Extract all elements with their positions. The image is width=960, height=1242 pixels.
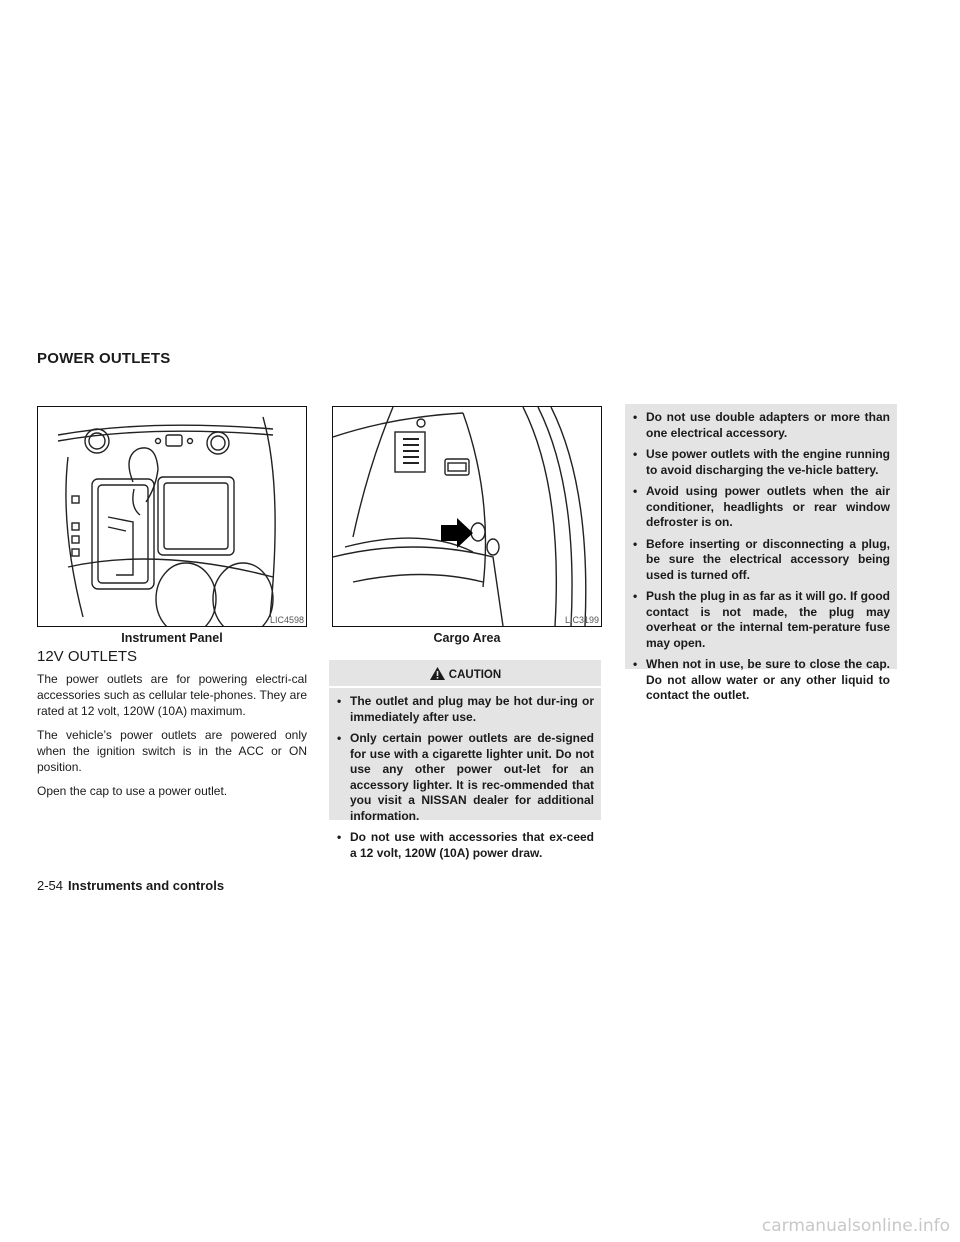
caution-item-text: Avoid using power outlets when the air conditioner, headlights or rear window defroster is on.	[646, 484, 890, 529]
figure-instrument-panel	[37, 406, 307, 627]
caution-label: CAUTION	[448, 669, 502, 681]
paragraph: Open the cap to use a power outlet.	[37, 784, 228, 798]
bullet: •	[337, 731, 342, 745]
body-text	[37, 671, 307, 807]
figure-caption: Cargo Area	[433, 631, 501, 645]
caution-item	[633, 484, 890, 531]
caution-item-text: Push the plug in as far as it will go. If good contact is not made, the plug may overheat or the internal tem-perature fuse may open.	[646, 589, 890, 650]
figure-code: LIC4598	[269, 615, 304, 625]
watermark: carmanualsonline.info	[761, 1216, 950, 1236]
caution-header	[329, 660, 601, 688]
figure-cargo-area	[332, 406, 602, 627]
figure-caption: Instrument Panel	[121, 631, 223, 645]
bullet: •	[633, 657, 638, 671]
caution-list	[329, 688, 601, 867]
bullet: •	[337, 830, 342, 844]
caution-item	[633, 410, 890, 441]
caution-item	[633, 537, 890, 584]
caution-item-text: Do not use double adapters or more than one electrical accessory.	[646, 410, 890, 440]
caution-item	[633, 657, 890, 704]
caution-list	[625, 404, 897, 710]
paragraph: The power outlets are for powering electri-cal accessories such as cellular tele-phones. They are rated at 12 volt, 120W (10A) maximum.	[37, 672, 307, 718]
bullet: •	[633, 447, 638, 461]
caution-item-text: When not in use, be sure to close the cap. Do not allow water or any other liquid to contact the outlet.	[646, 657, 890, 702]
caution-item-text: Use power outlets with the engine running to avoid discharging the ve-hicle battery.	[646, 447, 890, 477]
paragraph: The vehicle’s power outlets are powered only when the ignition switch is in the ACC or ON position.	[37, 728, 307, 774]
bullet: •	[633, 484, 638, 498]
cargo-area-illustration	[333, 407, 601, 626]
caution-box	[329, 660, 601, 860]
instrument-panel-illustration	[38, 407, 306, 626]
section-title: POWER OUTLETS	[37, 350, 171, 367]
caution-item	[337, 694, 594, 725]
figure-code: LIC3199	[564, 615, 599, 625]
caution-box-continued	[625, 404, 897, 702]
caution-item	[337, 830, 594, 861]
caution-item-text: The outlet and plug may be hot dur-ing or immediately after use.	[350, 694, 594, 724]
subsection-title: 12V OUTLETS	[37, 648, 138, 665]
caution-item	[633, 447, 890, 478]
caution-item	[633, 589, 890, 651]
page-number: 2-54	[37, 878, 64, 893]
bullet: •	[337, 694, 342, 708]
caution-item-text: Only certain power outlets are de-signed for use with a cigarette lighter unit. Do not use any other power out-let for an accessory lighter. It is rec-ommended that you visit a NISSAN dealer for additional information.	[350, 731, 594, 823]
bullet: •	[633, 589, 638, 603]
caution-item-text: Before inserting or disconnecting a plug, be sure the electrical accessory being used is turned off.	[646, 536, 890, 582]
warning-icon	[429, 666, 446, 681]
caution-item	[337, 731, 594, 824]
bullet: •	[633, 536, 638, 551]
caution-item-text: Do not use with accessories that ex-ceed a 12 volt, 120W (10A) power draw.	[350, 830, 594, 860]
bullet: •	[633, 410, 638, 424]
arrow-icon	[441, 518, 473, 548]
page-footer	[37, 878, 224, 893]
chapter-title: Instruments and controls	[68, 878, 225, 893]
